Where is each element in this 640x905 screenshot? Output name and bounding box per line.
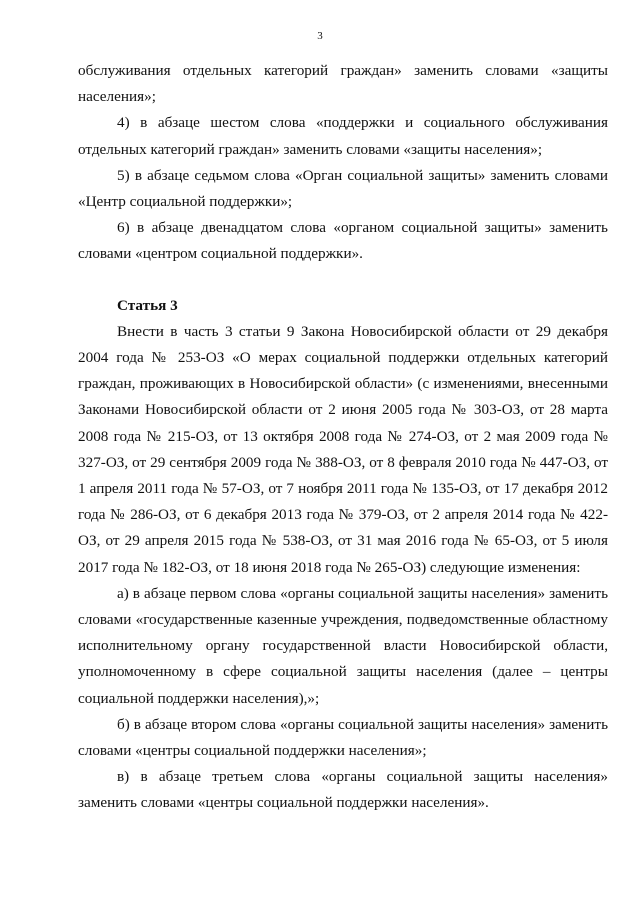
document-body — [78, 58, 608, 817]
article-item-v: в) в абзаце третьем слова «органы социальной защиты населения» заменить словами «центры социальной поддержки населения». — [78, 768, 608, 812]
article-item-b: б) в абзаце втором слова «органы социальной защиты населения» заменить словами «центры социальной поддержки населения»; — [78, 715, 608, 760]
paragraph-continuation: обслуживания отдельных категорий граждан» заменить словами «защиты населения»; — [78, 62, 608, 106]
paragraph-item-5: 5) в абзаце седьмом слова «Орган социальной защиты» заменить словами «Центр социальной поддержки»; — [78, 166, 608, 211]
article-item-a: а) в абзаце первом слова «органы социальной защиты населения» заменить словами «государственные казенные учреждения, подведомственные областному исполнительному органу государственной власти Новосибирской области, уполномоченному в сфере социальной защиты населения (далее – центры социальной поддержки населения),»; — [78, 584, 608, 707]
page-number: 3 — [317, 30, 323, 42]
article-intro-paragraph: Внести в часть 3 статьи 9 Закона Новосибирской области от 29 декабря 2004 года № 253-ОЗ «О мерах социальной поддержки отдельных категорий граждан, проживающих в Новосибирской области» (с изменениями, внесенными Законами Новосибирской области от 2 июня 2005 года № 303-ОЗ, от 28 марта 2008 года № 215-ОЗ, от 13 октября 2008 года № 274-ОЗ, от 2 мая 2009 года № 327-ОЗ, от 29 сентября 2009 года № 388-ОЗ, от 8 февраля 2010 года № 447-ОЗ, от 1 апреля 2011 года № 57-ОЗ, от 7 ноября 2011 года № 135-ОЗ, от 17 декабря 2012 года № 286-ОЗ, от 6 декабря 2013 года № 379-ОЗ, от 2 апреля 2014 года № 422-ОЗ, от 29 апреля 2015 года № 538-ОЗ, от 31 мая 2016 года № 65-ОЗ, от 5 июля 2017 года № 182-ОЗ, от 18 июня 2018 года № 265-ОЗ) следующие изменения: — [78, 322, 608, 576]
section-spacer — [78, 268, 608, 293]
article-heading: Статья 3 — [117, 296, 178, 314]
paragraph-item-6: 6) в абзаце двенадцатом слова «органом социальной защиты» заменить словами «центром социальной поддержки». — [78, 219, 608, 263]
paragraph-item-4: 4) в абзаце шестом слова «поддержки и социального обслуживания отдельных категорий граждан» заменить словами «защиты населения»; — [78, 114, 608, 158]
